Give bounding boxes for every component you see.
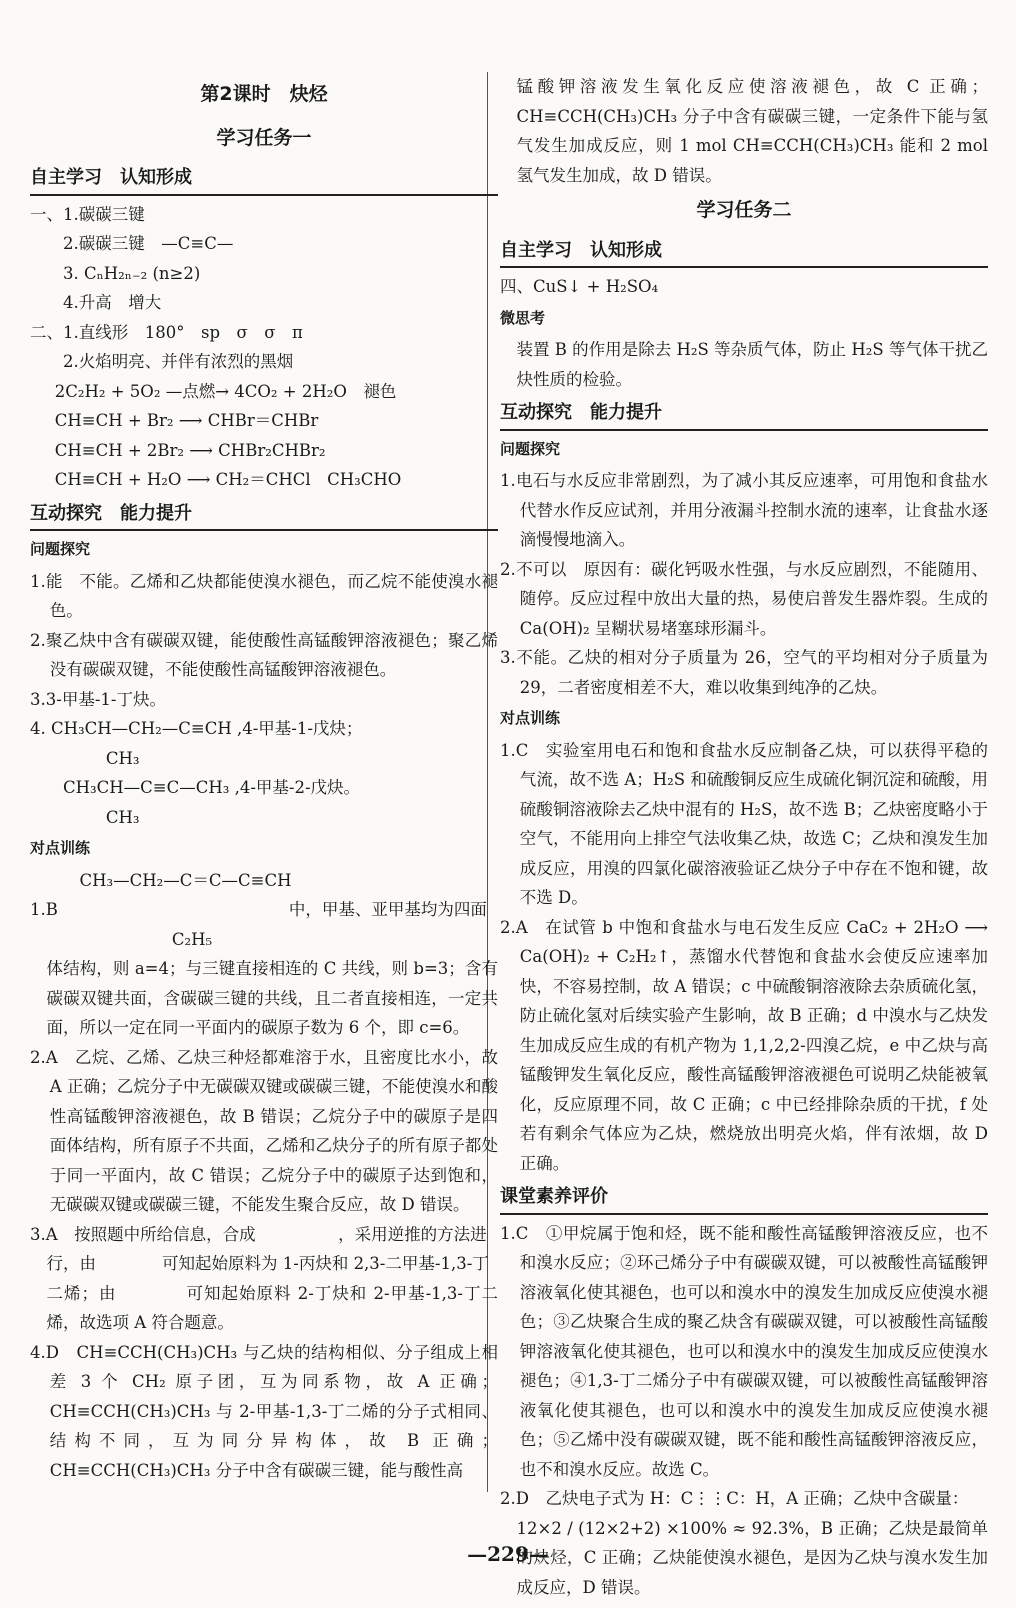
answer-text: 二烯；由 可知起始原料 2-丁炔和 2-甲基-1,3-丁二烯，故选项 A 符合题意。 — [46, 1283, 498, 1332]
answer-line: 4.升高 增大 — [63, 293, 162, 312]
page-number: —229— — [467, 1542, 549, 1566]
formula-line: CH₃—CH₂—C＝C—C≡CH — [79, 870, 292, 890]
section-heading: 互动探究 能力提升 — [30, 499, 498, 532]
answer-item: 2.聚乙炔中含有碳碳双键，能使酸性高锰酸钾溶液褪色；聚乙烯没有碳碳双键，不能使酸性高锰酸钾溶液褪色。 — [30, 630, 498, 679]
answer-item: 1.电石与水反应非常剧烈，为了减小其反应速率，可用饱和食盐水代替水作反应试剂，并用分液漏斗控制水流的速率，让食盐水逐滴慢慢地滴入。 — [500, 471, 988, 549]
answer-item: 2.A 乙烷、乙烯、乙炔三种烃都难溶于水，且密度比水小，故 A 正确；乙烷分子中无碳碳双键或碳碳三键，不能使溴水和酸性高锰酸钾溶液褪色，故 B 错误；乙烷分子中的碳原子是四面体结构，所有原子不共面，乙烯和乙炔分子的所有原子都处于同一平面内，故 C 错误；乙烷分子中的碳原子达到饱和，无碳碳双键或碳碳三键，不能发生聚合反应，故 D 错误。 — [30, 1047, 498, 1214]
answer-item: 1.B 中，甲基、亚甲基均为四面 — [30, 900, 487, 919]
equation: CH≡CH + 2Br₂ ⟶ CHBr₂CHBr₂ — [54, 440, 326, 460]
formula-substituent: C₂H₅ — [171, 929, 213, 949]
sub-heading: 微思考 — [500, 308, 546, 327]
answer-line: 一、1.碳碳三键 — [30, 204, 145, 224]
sub-heading: 对点训练 — [30, 839, 91, 857]
section-heading: 自主学习 认知形成 — [500, 236, 988, 269]
formula-substituent: CH₃ — [105, 748, 140, 768]
answer-item: 1.能 不能。乙烯和乙炔都能使溴水褪色，而乙烷不能使溴水褪色。 — [30, 571, 498, 620]
formula-line: CH₃CH—C≡C—CH₃ ,4-甲基-2-戊炔。 — [63, 778, 361, 797]
answer-text: 12×2 / (12×2+2) ×100% ≈ 92.3%，B 正确；乙炔是最简单的炔烃，C 正确；乙炔能使溴水褪色，是因为乙炔与溴水发生加成反应，D 错误。 — [516, 1518, 988, 1597]
answer-item: 3.A 按照题中所给信息，合成 ，采用逆推的方法进 — [30, 1224, 487, 1244]
equation: 2C₂H₂ + 5O₂ —点燃→ 4CO₂ + 2H₂O 褪色 — [54, 381, 397, 401]
answer-item: 1.C 实验室用电石和饱和食盐水反应制备乙炔，可以获得平稳的气流，故不选 A；H₂S 和硫酸铜反应生成硫化铜沉淀和硫酸，用硫酸铜溶液除去乙炔中混有的 H₂S，故不选 B；乙炔密度略小于空气，不能用向上排空气法收集乙炔，故选 C；乙炔和溴发生加成反应，用溴的四氯化碳溶液验证乙炔分子中存在不饱和键，故不选 D。 — [500, 740, 988, 907]
task-title-2: 学习任务二 — [696, 199, 792, 221]
answer-text: 锰酸钾溶液发生氧化反应使溶液褪色，故 C 正确；CH≡CCH(CH₃)CH₃ 分子中含有碳碳三键，一定条件下能与氢气发生加成反应，则 1 mol CH≡CCH(CH₃)CH₃ 能和 2 mol 氢气发生加成，故 D 错误。 — [516, 77, 988, 185]
section-heading: 互动探究 能力提升 — [500, 398, 988, 431]
answer-line: 四、CuS↓ + H₂SO₄ — [500, 277, 659, 296]
answer-item: 1.C ①甲烷属于饱和烃，既不能和酸性高锰酸钾溶液反应，也不和溴水反应；②环己烯分子中有碳碳双键，可以被酸性高锰酸钾溶液氧化使其褪色，也可以和溴水中的溴发生加成反应使溴水褪色；③乙炔聚合生成的聚乙炔含有碳碳双键，可以被酸性高锰酸钾溶液氧化使其褪色，也可以和溴水中的溴发生加成反应使溴水褪色；④1,3-丁二烯分子中有碳碳双键，可以被酸性高锰酸钾溶液氧化使其褪色，也可以和溴水中的溴发生加成反应使溴水褪色；⑤乙烯中没有碳碳双键，既不能和酸性高锰酸钾溶液反应，也不和溴水反应。故选 C。 — [500, 1223, 988, 1479]
left-column — [30, 72, 498, 1485]
answer-item: 2.不可以 原因有：碳化钙吸水性强，与水反应剧烈，不能随用、随停。反应过程中放出大量的热，易使启普发生器炸裂。生成的 Ca(OH)₂ 呈糊状易堵塞球形漏斗。 — [500, 559, 988, 638]
formula-substituent: CH₃ — [105, 807, 140, 827]
answer-item: 3.3-甲基-1-丁炔。 — [30, 689, 166, 709]
section-heading: 自主学习 认知形成 — [30, 163, 498, 196]
sub-heading: 问题探究 — [500, 439, 561, 458]
task-title-1: 学习任务一 — [216, 126, 312, 149]
equation: CH≡CH + Br₂ ⟶ CHBr＝CHBr — [54, 411, 319, 430]
answer-text: 装置 B 的作用是除去 H₂S 等杂质气体，防止 H₂S 等气体干扰乙炔性质的检验。 — [516, 340, 988, 389]
lesson-title: 第2课时 炔烃 — [200, 83, 328, 105]
answer-item: 3.不能。乙炔的相对分子质量为 26，空气的平均相对分子质量为 29，二者密度相差不大，难以收集到纯净的乙炔。 — [500, 648, 988, 697]
sub-heading: 问题探究 — [30, 540, 91, 558]
answer-text: 行，由 可知起始原料为 1-丙炔和 2,3-二甲基-1,3-丁 — [46, 1254, 489, 1273]
answer-item: 2.D 乙炔电子式为 H：C⋮⋮C：H，A 正确；乙炔中含碳量： — [500, 1489, 969, 1508]
section-heading: 课堂素养评价 — [500, 1182, 988, 1215]
right-column — [500, 72, 988, 1602]
sub-heading: 对点训练 — [500, 709, 561, 727]
formula-line: 4. CH₃CH—CH₂—C≡CH ,4-甲基-1-戊炔； — [30, 719, 363, 738]
answer-item: 2.A 在试管 b 中饱和食盐水与电石发生反应 CaC₂ + 2H₂O ⟶ Ca(OH)₂ + C₂H₂↑，蒸馏水代替饱和食盐水会使反应速率加快，不容易控制，故 A 错误；c 中硫酸铜溶液除去杂质硫化氢，防止硫化氢对后续实验产生影响，故 B 正确；d 中溴水与乙炔发生加成反应生成的有机产物为 1,1,2,2-四溴乙烷，e 中乙炔与高锰酸钾发生氧化反应，酸性高锰酸钾溶液褪色可说明乙炔能被氧化，反应原理不同，故 C 正确；c 中已经排除杂质的干扰，f 处若有剩余气体应为乙炔，燃烧放出明亮火焰，伴有浓烟，故 D 正确。 — [500, 917, 988, 1173]
equation: CH≡CH + H₂O ⟶ CH₂＝CHCl CH₃CHO — [54, 470, 402, 489]
answer-line: 2.火焰明亮、并伴有浓烈的黑烟 — [63, 352, 294, 371]
answer-line: 3. CₙH₂ₙ₋₂ (n≥2) — [63, 263, 201, 283]
answer-line: 二、1.直线形 180° sp σ σ π — [30, 322, 303, 342]
answer-line: 2.碳碳三键 —C≡C— — [63, 234, 234, 253]
answer-item: 4.D CH≡CCH(CH₃)CH₃ 与乙炔的结构相似、分子组成上相差 3 个 CH₂ 原子团，互为同系物，故 A 正确；CH≡CCH(CH₃)CH₃ 与 2-甲基-1,3-丁二烯的分子式相同、结构不同，互为同分异构体，故 B 正确；CH≡CCH(CH₃)CH₃ 分子中含有碳碳三键，能与酸性高 — [30, 1342, 498, 1480]
answer-text: 体结构，则 a=4；与三键直接相连的 C 共线，则 b=3；含有碳碳双键共面，含碳碳三键的共线，且二者直接相连，一定共面，所以一定在同一平面内的碳原子数为 6 个，即 c=6。 — [46, 959, 498, 1037]
